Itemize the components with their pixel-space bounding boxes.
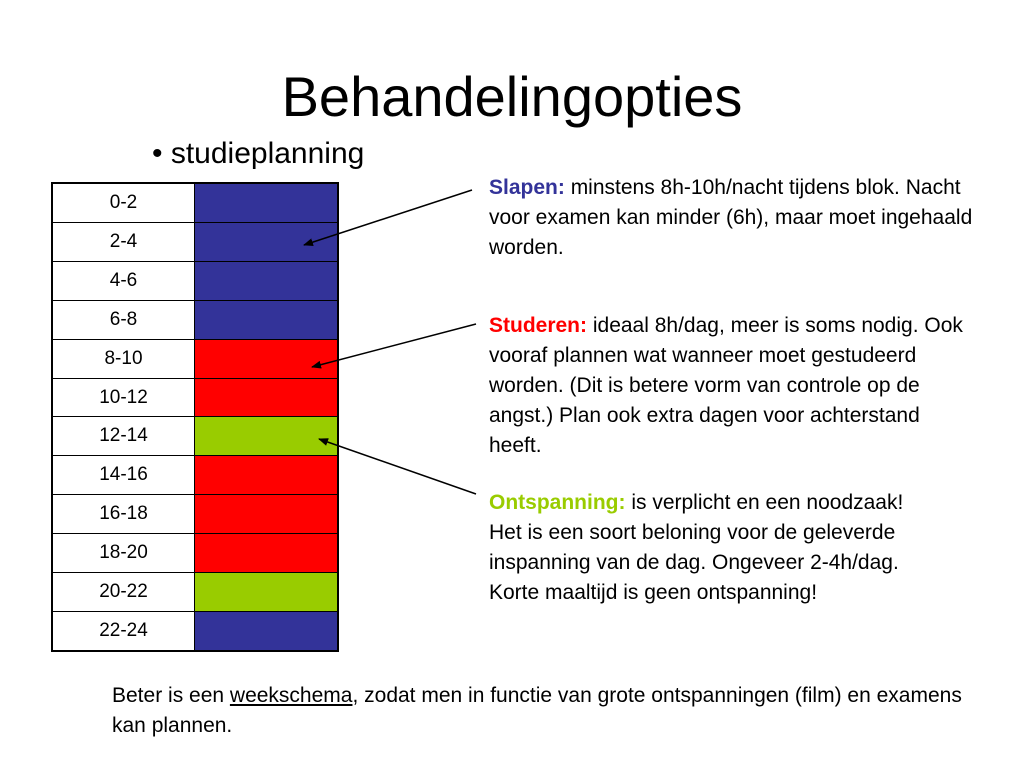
time-label: 18-20 bbox=[52, 534, 195, 573]
time-label: 16-18 bbox=[52, 495, 195, 534]
arrow-ontspanning bbox=[319, 439, 476, 494]
page-title: Behandelingopties bbox=[281, 65, 743, 128]
note-studeren-head: Studeren: bbox=[489, 314, 588, 337]
subtitle-bullet: • studieplanning bbox=[152, 137, 365, 170]
note-ontspanning-body: is verplicht en een noodzaak! Het is een soort beloning voor de geleverde inspanning van de dag. Ongeveer 2-4h/dag. Korte maaltijd is geen ontspanning! bbox=[489, 491, 904, 604]
arrow-slapen bbox=[304, 190, 472, 245]
time-label: 2-4 bbox=[52, 222, 195, 261]
time-label: 4-6 bbox=[52, 261, 195, 300]
time-label: 12-14 bbox=[52, 417, 195, 456]
arrow-studeren bbox=[312, 324, 476, 367]
note-slapen-body: minstens 8h-10h/nacht tijdens blok. Nacht voor examen kan minder (6h), maar moet ingehaald worden. bbox=[489, 176, 973, 259]
note-ontspanning-head: Ontspanning: bbox=[489, 491, 626, 514]
note-slapen bbox=[489, 173, 979, 263]
time-label: 20-22 bbox=[52, 573, 195, 612]
time-label: 6-8 bbox=[52, 300, 195, 339]
note-studeren bbox=[489, 311, 969, 461]
footer-note bbox=[112, 681, 972, 741]
time-label: 10-12 bbox=[52, 378, 195, 417]
time-label: 14-16 bbox=[52, 456, 195, 495]
note-slapen-head: Slapen: bbox=[489, 176, 565, 199]
footer-before: Beter is een bbox=[112, 684, 230, 707]
footer-after: , zodat men in functie van grote ontspanningen (film) en examens kan plannen. bbox=[112, 684, 962, 737]
note-ontspanning bbox=[489, 488, 929, 608]
time-label: 0-2 bbox=[52, 183, 195, 222]
time-label: 8-10 bbox=[52, 339, 195, 378]
note-studeren-body: ideaal 8h/dag, meer is soms nodig. Ook vooraf plannen wat wanneer moet gestudeerd worden. (Dit is betere vorm van controle op de angst.) Plan ook extra dagen voor achterstand heeft. bbox=[489, 314, 963, 457]
weekschema-link[interactable]: weekschema bbox=[229, 684, 353, 707]
time-label: 22-24 bbox=[52, 611, 195, 651]
